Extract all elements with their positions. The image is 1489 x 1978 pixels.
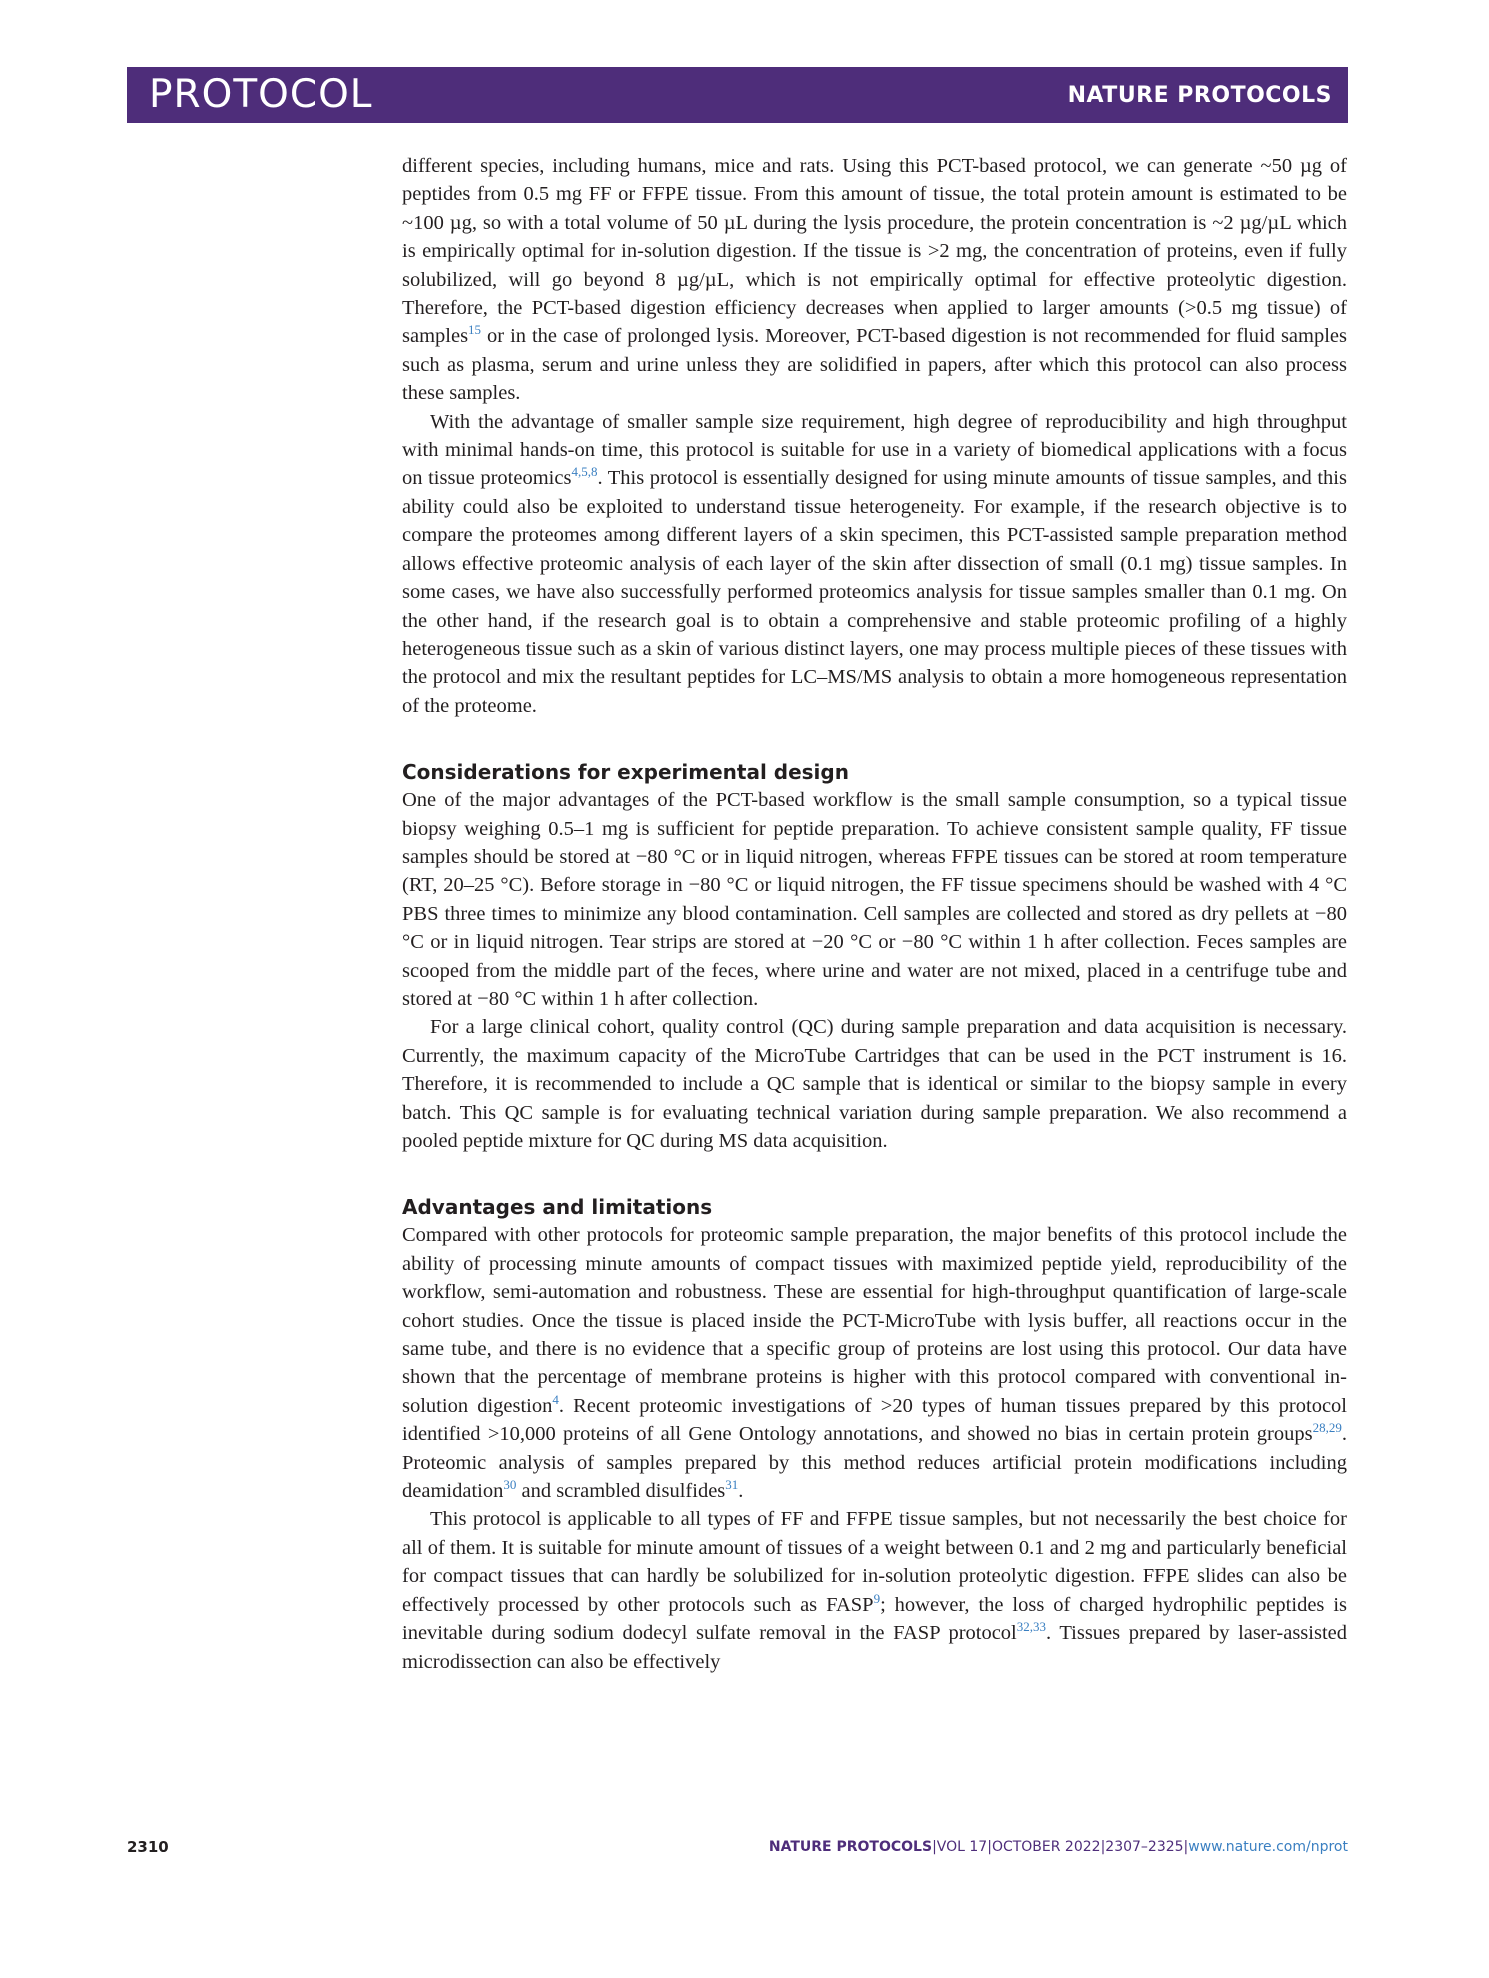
text-run: or in the case of prolonged lysis. Moreover, PCT-based digestion is not recommended for fluid samples such as plasma, serum and urine unless they are solidified in papers, after which this protocol can also process these samples. bbox=[402, 325, 1347, 405]
header-bar bbox=[127, 67, 1348, 123]
separator: | bbox=[932, 1839, 937, 1855]
volume: VOL 17 bbox=[936, 1839, 988, 1855]
paragraph: One of the major advantages of the PCT-based workflow is the small sample consumption, so a typical tissue biopsy weighing 0.5–1 mg is sufficient for peptide preparation. To achieve consistent sample quality, FF tissue samples should be stored at −80 °C or in liquid nitrogen, whereas FFPE tissues can be stored at room temperature (RT, 20–25 °C). Before storage in −80 °C or liquid nitrogen, the FF tissue specimens should be washed with 4 °C PBS three times to minimize any blood contamination. Cell samples are collected and stored as dry pellets at −80 °C or in liquid nitrogen. Tear strips are stored at −20 °C or −80 °C within 1 h after collection. Feces samples are scooped from the middle part of the feces, where urine and water are not mixed, placed in a centrifuge tube and stored at −80 °C within 1 h after collection. bbox=[402, 789, 1347, 1010]
separator: | bbox=[987, 1839, 992, 1855]
page-footer bbox=[127, 1838, 1348, 1862]
separator: | bbox=[1100, 1839, 1106, 1855]
journal-url-link[interactable]: www.nature.com/nprot bbox=[1188, 1839, 1348, 1855]
section-heading: Considerations for experimental design bbox=[402, 760, 849, 785]
text-run: . bbox=[738, 1480, 744, 1503]
section-label: PROTOCOL bbox=[149, 72, 373, 117]
text-run: With the advantage of smaller sample size requirement, high degree of reproducibility and high throughput with minimal hands-on time, this protocol is suitable for use in a variety of biomedical applications with a focus on tissue proteomics bbox=[402, 410, 1347, 490]
reference-link[interactable]: 4,5,8 bbox=[571, 464, 598, 480]
text-run: different species, including humans, mice and rats. Using this PCT-based protocol, we can generate ~50 µg of peptides from 0.5 mg FF or FFPE tissue. From this amount of tissue, the total protein amount is estimated to be ~100 µg, so with a total volume of 50 µL during the lysis procedure, the protein concentration is ~2 µg/µL which is empirically optimal for in-solution digestion. If the tissue is >2 mg, the concentration of proteins, even if fully solubilized, will go beyond 8 µg/µL, which is not empirically optimal for effective proteolytic digestion. Therefore, the PCT-based digestion efficiency decreases when applied to larger amounts (>0.5 mg tissue) of samples bbox=[402, 155, 1347, 348]
text-run: This protocol is applicable to all types of FF and FFPE tissue samples, but not necessarily the best choice for all of them. It is suitable for minute amount of tissues of a weight between 0.1 and 2 mg and particularly beneficial for compact tissues that can hardly be solubilized for in-solution proteolytic digestion. FFPE slides can also be effectively processed by other protocols such as FASP bbox=[402, 1508, 1347, 1616]
paragraph bbox=[402, 408, 1347, 720]
text-run: Compared with other protocols for proteomic sample preparation, the major benefits of this protocol include the ability of processing minute amounts of compact tissues with maximized peptide yield, reproducibility of the workflow, semi-automation and robustness. These are essential for high-throughput quantification of large-scale cohort studies. Once the tissue is placed inside the PCT-MicroTube with lysis buffer, all reactions occur in the same tube, and there is no evidence that a specific group of proteins are lost using this protocol. Our data have shown that the percentage of membrane proteins is higher with this protocol compared with conventional in-solution digestion bbox=[402, 1224, 1347, 1417]
journal-name: NATURE PROTOCOLS bbox=[768, 1839, 933, 1855]
reference-link[interactable]: 32,33 bbox=[1016, 1619, 1047, 1635]
journal-label: NATURE PROTOCOLS bbox=[1067, 83, 1332, 108]
page-range: 2307–2325 bbox=[1105, 1839, 1184, 1855]
text-run: . Proteomic analysis of samples prepared by this method reduces artificial protein modifications including deamidation bbox=[402, 1423, 1347, 1503]
paragraph: For a large clinical cohort, quality control (QC) during sample preparation and data acquisition is necessary. Currently, the maximum capacity of the MicroTube Cartridges that can be used in the PCT instrument is 16. Therefore, it is recommended to include a QC sample that is identical or similar to the biopsy sample in every batch. This QC sample is for evaluating technical variation during sample preparation. We also recommend a pooled peptide mixture for QC during MS data acquisition. bbox=[402, 1016, 1347, 1152]
text-run: . Tissues prepared by laser-assisted microdissection can also be effectively bbox=[402, 1622, 1347, 1673]
reference-link[interactable]: 30 bbox=[503, 1477, 517, 1493]
paragraph bbox=[402, 1221, 1347, 1505]
text-run: and scrambled disulfides bbox=[516, 1480, 726, 1503]
section-heading: Advantages and limitations bbox=[402, 1195, 713, 1220]
reference-link[interactable]: 9 bbox=[873, 1590, 881, 1606]
reference-link[interactable]: 31 bbox=[725, 1477, 739, 1493]
page-number: 2310 bbox=[127, 1838, 169, 1856]
issue-date: OCTOBER 2022 bbox=[991, 1839, 1101, 1855]
reference-link[interactable]: 15 bbox=[468, 322, 482, 338]
text-run: . This protocol is essentially designed for using minute amounts of tissue samples, and this ability could also be exploited to understand tissue heterogeneity. For example, if the research objective is to compare the proteomes among different layers of a skin specimen, this PCT-assisted sample preparation method allows effective proteomic analysis of each layer of the skin after dissection of small (0.1 mg) tissue samples. In some cases, we have also successfully performed proteomics analysis for tissue samples smaller than 0.1 mg. On the other hand, if the research goal is to obtain a comprehensive and stable proteomic profiling of a highly heterogeneous tissue such as a skin of various distinct layers, one may process multiple pieces of these tissues with the protocol and mix the resultant peptides for LC–MS/MS analysis to obtain a more homogeneous representation of the proteome. bbox=[402, 467, 1347, 717]
article-body bbox=[402, 152, 1347, 1676]
reference-link[interactable]: 28,29 bbox=[1312, 1420, 1342, 1436]
text-run: ; however, the loss of charged hydrophilic peptides is inevitable during sodium dodecyl sulfate removal in the FASP protocol bbox=[402, 1593, 1347, 1645]
text-run: . Recent proteomic investigations of >20 types of human tissues prepared by this protocol identified >10,000 proteins of all Gene Ontology annotations, and showed no bias in certain protein groups bbox=[402, 1394, 1348, 1446]
paragraph bbox=[402, 1505, 1347, 1675]
journal-citation bbox=[769, 1839, 1348, 1855]
separator: | bbox=[1183, 1839, 1189, 1855]
paragraph bbox=[402, 152, 1347, 408]
reference-link[interactable]: 4 bbox=[552, 1391, 559, 1407]
